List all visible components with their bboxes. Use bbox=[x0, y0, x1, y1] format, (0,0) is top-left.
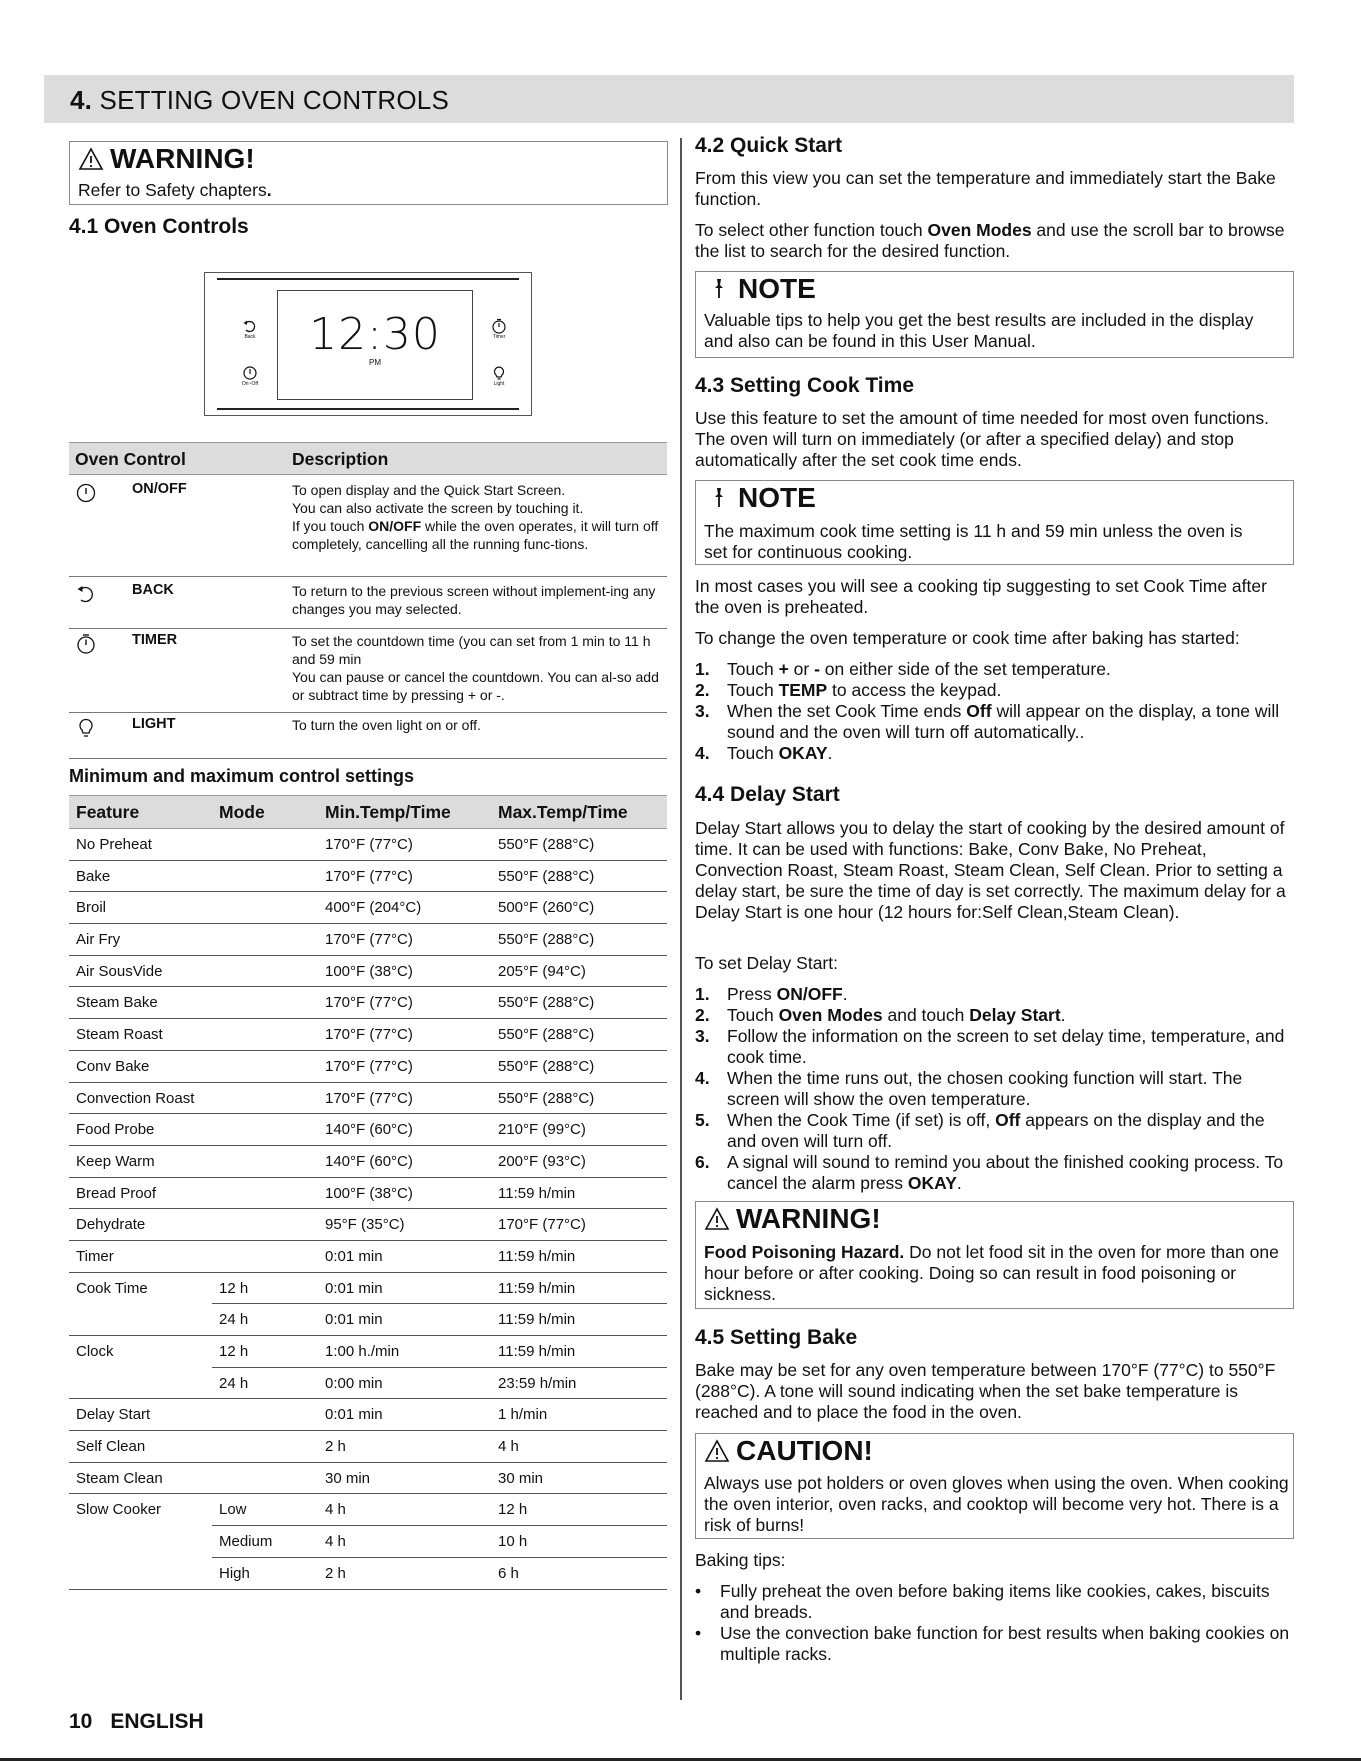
power-icon bbox=[242, 365, 258, 381]
list-item bbox=[695, 1026, 1295, 1068]
description-line bbox=[292, 517, 664, 553]
note-text: Valuable tips to help you get the best results are included in the display and also can be found in this User Manual. bbox=[704, 310, 1254, 351]
table-cell: 170°F (77°C) bbox=[325, 931, 413, 949]
table-cell: 30 min bbox=[325, 1469, 371, 1487]
table-row bbox=[69, 956, 667, 988]
table-row bbox=[69, 1368, 667, 1400]
pushpin-icon bbox=[706, 486, 732, 510]
table-row bbox=[69, 829, 667, 861]
table-cell: 140°F (60°C) bbox=[325, 1152, 413, 1170]
header-oven-control: Oven Control bbox=[75, 449, 186, 469]
table-cell: 0:01 min bbox=[325, 1247, 383, 1265]
warning-box-2 bbox=[695, 1201, 1294, 1309]
step-number: 3. bbox=[695, 701, 710, 721]
header-description: Description bbox=[292, 449, 389, 469]
table-cell: Convection Roast bbox=[76, 1089, 195, 1107]
list-item bbox=[695, 1005, 1295, 1026]
text: Press bbox=[727, 984, 777, 1004]
table-cell: Delay Start bbox=[76, 1406, 151, 1424]
header-max: Max.Temp/Time bbox=[498, 802, 628, 822]
table-cell: 12 h bbox=[219, 1343, 249, 1360]
bold-text: ON/OFF bbox=[776, 984, 843, 1004]
table-cell: Bread Proof bbox=[76, 1184, 157, 1202]
text: . bbox=[1060, 1005, 1066, 1025]
warning-heading bbox=[704, 1203, 881, 1235]
table-cell: 0:00 min bbox=[325, 1374, 383, 1392]
warning-text bbox=[78, 180, 272, 201]
oven-display-illustration bbox=[204, 272, 532, 416]
table-cell: 550°F (288°C) bbox=[498, 836, 595, 853]
note-box-1 bbox=[695, 271, 1294, 358]
table-cell: 11:59 h/min bbox=[498, 1184, 576, 1202]
table-row bbox=[69, 1336, 667, 1368]
table-cell: Medium bbox=[219, 1533, 273, 1551]
text: appears on the display and the and oven will turn off. bbox=[727, 1110, 1265, 1151]
table-cell: 200°F (93°C) bbox=[498, 1152, 586, 1170]
controls-row-timer bbox=[69, 630, 667, 713]
cook-time-heading: 4.3 Setting Cook Time bbox=[695, 374, 914, 397]
table-cell: No Preheat bbox=[76, 836, 152, 853]
table-cell: Food Probe bbox=[76, 1121, 155, 1139]
text: will appear on the display, a tone will sound and the oven will turn off automatically.. bbox=[727, 701, 1280, 742]
table-row bbox=[69, 1558, 667, 1590]
bold-text: Off bbox=[966, 701, 992, 721]
text: on either side of the set temperature. bbox=[819, 659, 1111, 679]
baking-tips-label: Baking tips: bbox=[695, 1550, 786, 1570]
table-cell: 0:01 min bbox=[325, 1406, 383, 1424]
table-cell: High bbox=[219, 1564, 250, 1582]
control-description bbox=[292, 632, 664, 704]
table-cell: 11:59 h/min bbox=[498, 1279, 576, 1297]
oven-controls-heading: 4.1 Oven Controls bbox=[69, 215, 249, 238]
text: Do not let food sit in the oven for more than one hour before or after cooking. Doing so can result in food poisoning or sickness. bbox=[704, 1242, 1279, 1304]
controls-row-back bbox=[69, 580, 667, 629]
list-item bbox=[695, 743, 1295, 764]
clock-ampm: PM bbox=[369, 358, 381, 367]
table-row bbox=[69, 1146, 667, 1178]
section-header-bar bbox=[44, 75, 1294, 123]
text: Follow the information on the screen to set delay time, temperature, and cook time. bbox=[727, 1026, 1285, 1067]
text: . bbox=[827, 743, 833, 763]
oven-onoff-label: On~Off bbox=[241, 381, 259, 387]
oven-light-button[interactable] bbox=[484, 365, 514, 387]
table-cell: Clock bbox=[76, 1343, 114, 1360]
description-line: To turn the oven light on or off. bbox=[292, 717, 481, 733]
table-cell: Low bbox=[219, 1501, 247, 1519]
table-cell: Bake bbox=[76, 867, 111, 885]
text: Touch bbox=[727, 659, 779, 679]
table-cell: 140°F (60°C) bbox=[325, 1121, 413, 1139]
column-divider bbox=[680, 138, 682, 1700]
bullet: • bbox=[695, 1623, 702, 1643]
step-number: 4. bbox=[695, 743, 710, 763]
cook-time-p1: Use this feature to set the amount of time needed for most oven functions. The oven will turn on immediately (or after a specified delay) and stop automatically after the set cook time ends. bbox=[695, 408, 1269, 470]
caution-title: CAUTION! bbox=[736, 1435, 873, 1466]
table-cell: 4 h bbox=[325, 1501, 346, 1519]
table-row bbox=[69, 924, 667, 956]
bold-text: Oven Modes bbox=[778, 1005, 883, 1025]
table-cell: Steam Clean bbox=[76, 1469, 163, 1487]
delay-start-p2: To set Delay Start: bbox=[695, 953, 838, 973]
control-name: TIMER bbox=[132, 632, 178, 648]
table-row bbox=[69, 1051, 667, 1083]
oven-timer-button[interactable] bbox=[484, 318, 514, 340]
warning-box bbox=[69, 141, 668, 205]
header-min: Min.Temp/Time bbox=[325, 802, 451, 822]
oven-onoff-button[interactable] bbox=[235, 365, 265, 387]
text: When the time runs out, the chosen cooking function will start. The screen will show the oven temperature. bbox=[727, 1068, 1243, 1109]
warning-text-main: Refer to Safety chapters bbox=[78, 180, 267, 200]
table-cell: Air SousVide bbox=[76, 962, 163, 980]
control-description bbox=[292, 582, 664, 618]
text: When the Cook Time (if set) is off, bbox=[727, 1110, 996, 1130]
control-name: LIGHT bbox=[132, 716, 176, 732]
text: A signal will sound to remind you about the finished cooking process. To cancel the alarm press bbox=[727, 1152, 1284, 1193]
bullet: • bbox=[695, 1581, 702, 1601]
description-line: To return to the previous screen without implement-ing any changes you may selected. bbox=[292, 583, 656, 617]
table-cell: 2 h bbox=[325, 1564, 346, 1582]
oven-screen bbox=[277, 290, 473, 400]
table-row bbox=[69, 1494, 667, 1526]
table-row bbox=[69, 1399, 667, 1431]
text: When the set Cook Time ends bbox=[727, 701, 967, 721]
note-heading bbox=[706, 273, 816, 305]
list-item bbox=[695, 701, 1295, 743]
page-number: 10 bbox=[69, 1710, 93, 1733]
table-row bbox=[69, 987, 667, 1019]
table-row bbox=[69, 1178, 667, 1210]
table-cell: 550°F (288°C) bbox=[498, 1057, 595, 1075]
table-cell: 210°F (99°C) bbox=[498, 1121, 586, 1139]
table-row bbox=[69, 861, 667, 893]
table-cell: 100°F (38°C) bbox=[325, 962, 413, 980]
text: . bbox=[842, 984, 848, 1004]
delay-start-heading: 4.4 Delay Start bbox=[695, 783, 840, 806]
step-number: 1. bbox=[695, 984, 710, 1004]
description-line: You can also activate the screen by touching it. bbox=[292, 500, 584, 516]
table-cell: 550°F (288°C) bbox=[498, 1089, 595, 1107]
description-text: If you touch bbox=[292, 518, 369, 534]
table-cell: 550°F (288°C) bbox=[498, 994, 595, 1012]
table-cell: 100°F (38°C) bbox=[325, 1184, 413, 1202]
description-line: To open display and the Quick Start Screen. bbox=[292, 482, 566, 498]
table-cell: 4 h bbox=[498, 1438, 519, 1456]
table-cell: 11:59 h/min bbox=[498, 1247, 576, 1265]
table-row bbox=[69, 1273, 667, 1305]
pushpin-icon bbox=[706, 277, 732, 301]
controls-row-light bbox=[69, 714, 667, 759]
table-cell: 550°F (288°C) bbox=[498, 867, 595, 885]
back-arrow-icon bbox=[75, 583, 97, 605]
caution-box bbox=[695, 1433, 1294, 1539]
table-cell: Dehydrate bbox=[76, 1216, 146, 1234]
table-cell: 95°F (35°C) bbox=[325, 1216, 405, 1234]
text: To select other function touch bbox=[695, 220, 928, 240]
controls-row-onoff bbox=[69, 479, 667, 577]
table-cell: Air Fry bbox=[76, 931, 121, 949]
table-cell: 12 h bbox=[498, 1501, 528, 1519]
cook-time-steps bbox=[695, 659, 1295, 764]
lightbulb-icon bbox=[491, 365, 507, 381]
bold-text: Oven Modes bbox=[927, 220, 1032, 240]
row-separator bbox=[69, 1589, 667, 1590]
table-cell: Keep Warm bbox=[76, 1152, 155, 1170]
description-text: while the oven operates, it will turn off completely, cancelling all the running func-tions. bbox=[292, 518, 659, 552]
table-cell: Slow Cooker bbox=[76, 1501, 162, 1519]
warning-text bbox=[704, 1242, 1284, 1305]
table-cell: 6 h bbox=[498, 1564, 519, 1582]
text: Use the convection bake function for best results when baking cookies on multiple racks. bbox=[720, 1623, 1290, 1664]
lightbulb-icon bbox=[75, 717, 97, 739]
bold-text: OKAY bbox=[907, 1173, 957, 1193]
table-cell: 10 h bbox=[498, 1533, 528, 1551]
table-cell: 12 h bbox=[219, 1279, 249, 1297]
table-cell: 205°F (94°C) bbox=[498, 962, 586, 980]
section-title bbox=[70, 85, 449, 116]
table-row bbox=[69, 1463, 667, 1495]
table-cell: 170°F (77°C) bbox=[325, 1057, 413, 1075]
step-number: 1. bbox=[695, 659, 710, 679]
table-cell: Conv Bake bbox=[76, 1057, 150, 1075]
table-row bbox=[69, 1083, 667, 1115]
warning-text-dot: . bbox=[266, 180, 272, 200]
page-language: ENGLISH bbox=[110, 1710, 204, 1733]
frame-top-line bbox=[217, 278, 519, 280]
bold-text: + bbox=[778, 659, 789, 679]
table-row bbox=[69, 892, 667, 924]
table-cell: 500°F (260°C) bbox=[498, 899, 595, 917]
table-row bbox=[69, 1209, 667, 1241]
table-cell: 550°F (288°C) bbox=[498, 1026, 595, 1044]
list-item bbox=[695, 1152, 1295, 1194]
note-text: The maximum cook time setting is 11 h and 59 min unless the oven is set for continuous cooking. bbox=[704, 521, 1243, 562]
description-line: You can pause or cancel the countdown. You can al-so add or subtract time by pressing + or -. bbox=[292, 669, 659, 703]
warning-title: WARNING! bbox=[736, 1203, 881, 1234]
table-row bbox=[69, 1304, 667, 1336]
table-cell: 11:59 h/min bbox=[498, 1311, 576, 1329]
table-row bbox=[69, 1019, 667, 1051]
control-name: ON/OFF bbox=[132, 481, 187, 497]
cook-time-p2: In most cases you will see a cooking tip suggesting to set Cook Time after the oven is preheated. bbox=[695, 576, 1267, 617]
caution-text: Always use pot holders or oven gloves when using the oven. When cooking the oven interior, oven racks, and cooktop will become very hot. There is a risk of burns! bbox=[704, 1473, 1289, 1535]
text: to access the keypad. bbox=[827, 680, 1002, 700]
step-number: 3. bbox=[695, 1026, 710, 1046]
cook-time-p3: To change the oven temperature or cook time after baking has started: bbox=[695, 628, 1240, 648]
minmax-table-body bbox=[69, 829, 667, 1590]
oven-back-label: Back bbox=[244, 334, 256, 340]
table-cell: 2 h bbox=[325, 1438, 346, 1456]
table-cell: 400°F (204°C) bbox=[325, 899, 422, 917]
quick-start-heading: 4.2 Quick Start bbox=[695, 134, 843, 157]
delay-start-steps bbox=[695, 984, 1295, 1194]
minmax-table-header bbox=[69, 795, 667, 829]
table-cell: Self Clean bbox=[76, 1438, 146, 1456]
setting-bake-heading: 4.5 Setting Bake bbox=[695, 1326, 858, 1349]
table-row bbox=[69, 1431, 667, 1463]
oven-light-label: Light bbox=[493, 381, 505, 387]
table-cell: Steam Roast bbox=[76, 1026, 163, 1044]
setting-bake-p1: Bake may be set for any oven temperature between 170°F (77°C) to 550°F (288°C). A tone will sound indicating when the set bake temperature is reached and to place the food in the oven. bbox=[695, 1360, 1276, 1422]
control-name: BACK bbox=[132, 582, 174, 598]
note-title: NOTE bbox=[738, 273, 816, 304]
text: Touch bbox=[727, 1005, 779, 1025]
table-cell: 1:00 h./min bbox=[325, 1343, 400, 1360]
list-item bbox=[695, 680, 1295, 701]
table-row bbox=[69, 1526, 667, 1558]
oven-back-button[interactable] bbox=[235, 318, 265, 340]
table-cell: 23:59 h/min bbox=[498, 1374, 577, 1392]
warning-triangle-icon bbox=[704, 1439, 730, 1463]
text: Fully preheat the oven before baking items like cookies, cakes, biscuits and breads. bbox=[720, 1581, 1270, 1622]
list-item bbox=[695, 1068, 1295, 1110]
list-item bbox=[695, 1623, 1295, 1665]
table-cell: Timer bbox=[76, 1247, 114, 1265]
description-bold: ON/OFF bbox=[368, 518, 422, 534]
quick-start-p1: From this view you can set the temperature and immediately start the Bake function. bbox=[695, 168, 1276, 209]
step-number: 6. bbox=[695, 1152, 710, 1172]
table-cell: 170°F (77°C) bbox=[325, 1026, 413, 1044]
delay-start-p1: Delay Start allows you to delay the start of cooking by the desired amount of time. It can be used with functions: Bake, Conv Bake, No Preheat, Convection Roast, Steam Roast, Steam Clean, Self Clean. Prior to setting a delay start, be sure the time of day is set correctly. The maximum delay for a Delay Start is one hour (12 hours for:Self Clean,Steam Clean). bbox=[695, 818, 1286, 922]
clock-time: 12:30 bbox=[309, 309, 441, 360]
warning-title: WARNING! bbox=[110, 143, 255, 174]
table-cell: 170°F (77°C) bbox=[325, 867, 413, 885]
table-cell: 24 h bbox=[219, 1374, 249, 1392]
table-cell: 0:01 min bbox=[325, 1279, 383, 1297]
list-item bbox=[695, 984, 1295, 1005]
table-cell: 1 h/min bbox=[498, 1406, 548, 1424]
bold-text: - bbox=[814, 659, 820, 679]
table-cell: 24 h bbox=[219, 1311, 249, 1329]
list-item bbox=[695, 659, 1295, 680]
warning-triangle-icon bbox=[78, 147, 104, 171]
warning-heading bbox=[78, 143, 255, 175]
back-arrow-icon bbox=[242, 318, 258, 334]
list-item bbox=[695, 1581, 1295, 1623]
table-cell: 170°F (77°C) bbox=[325, 1089, 413, 1107]
note-title: NOTE bbox=[738, 482, 816, 513]
list-item bbox=[695, 1110, 1295, 1152]
table-cell: Cook Time bbox=[76, 1279, 148, 1297]
table-row bbox=[69, 1114, 667, 1146]
bold-text: OKAY bbox=[778, 743, 828, 763]
bold-text: Delay Start bbox=[969, 1005, 1061, 1025]
table-cell: 170°F (77°C) bbox=[498, 1216, 586, 1234]
text: . bbox=[956, 1173, 962, 1193]
section-number: 4. bbox=[70, 85, 93, 115]
control-description bbox=[292, 481, 664, 553]
note-heading bbox=[706, 482, 816, 514]
power-icon bbox=[75, 482, 97, 504]
table-cell: 4 h bbox=[325, 1533, 346, 1551]
controls-table-header bbox=[69, 442, 667, 475]
table-cell: Broil bbox=[76, 899, 107, 917]
text: Touch bbox=[727, 680, 779, 700]
warning-triangle-icon bbox=[704, 1207, 730, 1231]
table-cell: 170°F (77°C) bbox=[325, 994, 413, 1012]
text: and use the scroll bar to browse the list to search for the desired function. bbox=[695, 220, 1285, 261]
note-box-2 bbox=[695, 480, 1294, 565]
description-line: To set the countdown time (you can set from 1 min to 11 h and 59 min bbox=[292, 633, 651, 667]
table-cell: 550°F (288°C) bbox=[498, 931, 595, 949]
header-feature: Feature bbox=[76, 802, 140, 822]
minmax-heading: Minimum and maximum control settings bbox=[69, 766, 415, 786]
table-cell: 170°F (77°C) bbox=[325, 836, 413, 853]
timer-icon bbox=[491, 318, 507, 334]
oven-timer-label: Timer bbox=[492, 334, 506, 340]
bold-text: TEMP bbox=[778, 680, 828, 700]
text: or bbox=[788, 659, 815, 679]
table-row bbox=[69, 1241, 667, 1273]
baking-tips-list bbox=[695, 1581, 1295, 1665]
table-cell: 0:01 min bbox=[325, 1311, 383, 1329]
table-cell: 30 min bbox=[498, 1469, 544, 1487]
quick-start-p2 bbox=[695, 220, 1295, 262]
bold-text: Food Poisoning Hazard. bbox=[704, 1242, 905, 1262]
caution-heading bbox=[704, 1435, 873, 1467]
header-mode: Mode bbox=[219, 802, 265, 822]
step-number: 2. bbox=[695, 680, 710, 700]
table-cell: 11:59 h/min bbox=[498, 1343, 576, 1360]
frame-bottom-line bbox=[217, 408, 519, 410]
step-number: 2. bbox=[695, 1005, 710, 1025]
step-number: 5. bbox=[695, 1110, 710, 1130]
control-description bbox=[292, 716, 664, 734]
bold-text: Off bbox=[995, 1110, 1021, 1130]
table-cell: Steam Bake bbox=[76, 994, 158, 1012]
text: and touch bbox=[882, 1005, 970, 1025]
page-footer bbox=[69, 1710, 222, 1734]
text: Touch bbox=[727, 743, 779, 763]
timer-icon bbox=[75, 633, 97, 655]
step-number: 4. bbox=[695, 1068, 710, 1088]
section-title-text: SETTING OVEN CONTROLS bbox=[99, 85, 449, 115]
